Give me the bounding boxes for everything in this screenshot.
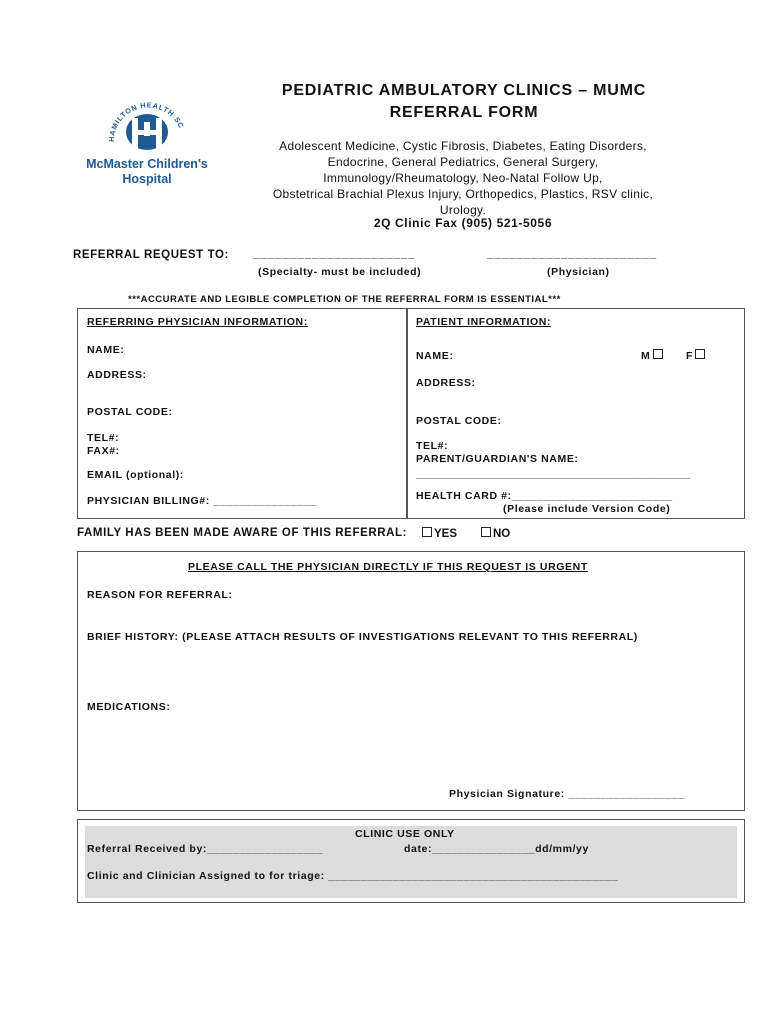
clinic-line: Endocrine, General Pediatrics, General Surgery,: [327, 155, 599, 169]
referring-heading: REFERRING PHYSICIAN INFORMATION:: [87, 316, 308, 328]
clinic-list: [240, 138, 686, 218]
no-label: NO: [493, 528, 511, 540]
form-title: [230, 80, 698, 124]
referring-postal-label[interactable]: POSTAL CODE:: [87, 406, 173, 418]
physician-billing-field[interactable]: PHYSICIAN BILLING#: ________________: [87, 495, 317, 507]
specialty-field[interactable]: ______________________: [253, 248, 416, 260]
logo-arc-text: HAMILTON HEALTH SC: [106, 100, 187, 143]
referring-name-label[interactable]: NAME:: [87, 344, 125, 356]
clinic-line: Immunology/Rheumatology, Neo-Natal Follow Up,: [323, 171, 603, 185]
brief-history-label[interactable]: BRIEF HISTORY: (PLEASE ATTACH RESULTS OF INVESTIGATIONS RELEVANT TO THIS REFERRAL): [87, 631, 638, 643]
no-checkbox-box: [481, 527, 491, 537]
female-checkbox[interactable]: [686, 349, 705, 362]
patient-name-label[interactable]: NAME:: [416, 350, 454, 362]
male-checkbox[interactable]: [641, 349, 663, 362]
clinic-use-heading: CLINIC USE ONLY: [355, 828, 455, 840]
yes-checkbox-box: [422, 527, 432, 537]
yes-label: YES: [434, 528, 458, 540]
clinic-line: Adolescent Medicine, Cystic Fibrosis, Diabetes, Eating Disorders,: [279, 139, 647, 153]
family-yes-checkbox[interactable]: [422, 527, 457, 540]
title-line2: REFERRAL FORM: [389, 104, 539, 121]
reason-label[interactable]: REASON FOR REFERRAL:: [87, 589, 233, 601]
female-checkbox-box: [695, 349, 705, 359]
logo-name-line1: McMaster Children's: [86, 157, 208, 171]
received-date-field[interactable]: date:________________dd/mm/yy: [404, 843, 589, 855]
health-card-field[interactable]: HEALTH CARD #:_________________________: [416, 490, 673, 502]
male-label: M: [641, 350, 650, 362]
patient-heading: PATIENT INFORMATION:: [416, 316, 552, 328]
accuracy-notice: ***ACCURATE AND LEGIBLE COMPLETION OF THE REFERRAL FORM IS ESSENTIAL***: [128, 294, 561, 305]
referring-tel-label[interactable]: TEL#:: [87, 432, 120, 444]
specialty-caption: (Specialty- must be included): [258, 266, 422, 278]
physician-field[interactable]: _______________________: [487, 248, 658, 260]
patient-address-label[interactable]: ADDRESS:: [416, 377, 476, 389]
physician-signature-field[interactable]: Physician Signature: __________________: [449, 788, 685, 800]
referring-fax-label[interactable]: FAX#:: [87, 445, 120, 457]
referring-address-label[interactable]: ADDRESS:: [87, 369, 147, 381]
female-label: F: [686, 350, 693, 362]
family-aware-label: FAMILY HAS BEEN MADE AWARE OF THIS REFERRAL:: [77, 527, 408, 539]
referring-email-label[interactable]: EMAIL (optional):: [87, 469, 184, 481]
title-line1: PEDIATRIC AMBULATORY CLINICS – MUMC: [281, 82, 647, 99]
male-checkbox-box: [653, 349, 663, 359]
information-box: [77, 308, 745, 519]
referral-received-field[interactable]: Referral Received by:__________________: [87, 843, 323, 855]
clinic-fax: 2Q Clinic Fax (905) 521-5056: [373, 216, 553, 230]
info-divider: [406, 308, 408, 519]
clinic-line: Urology.: [439, 203, 487, 217]
logo-name-line2: Hospital: [122, 172, 172, 186]
clinic-line: Obstetrical Brachial Plexus Injury, Orthopedics, Plastics, RSV clinic,: [272, 187, 654, 201]
referral-request-label: REFERRAL REQUEST TO:: [73, 249, 229, 261]
version-code-note: (Please include Version Code): [503, 503, 671, 515]
clinic-assigned-field[interactable]: Clinic and Clinician Assigned to for triage: _____________________________________________: [87, 870, 619, 882]
logo-hospital-name: [76, 157, 218, 187]
physician-caption: (Physician): [547, 266, 610, 278]
urgent-notice: PLEASE CALL THE PHYSICIAN DIRECTLY IF THIS REQUEST IS URGENT: [188, 561, 588, 573]
medications-label[interactable]: MEDICATIONS:: [87, 701, 171, 713]
family-no-checkbox[interactable]: [481, 527, 510, 540]
guardian-name-field[interactable]: _______________________________________________: [416, 468, 691, 480]
patient-postal-label[interactable]: POSTAL CODE:: [416, 415, 502, 427]
guardian-name-label[interactable]: PARENT/GUARDIAN'S NAME:: [416, 453, 579, 465]
patient-tel-label[interactable]: TEL#:: [416, 440, 449, 452]
